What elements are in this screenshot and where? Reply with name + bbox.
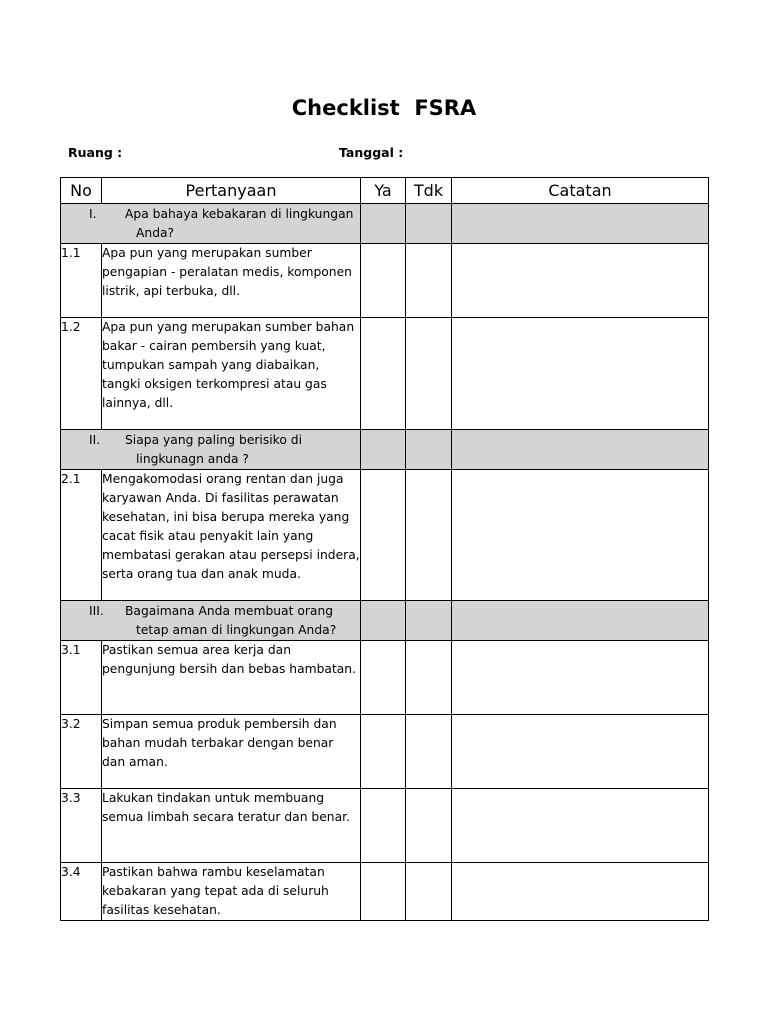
tdk-cell[interactable] [406, 715, 452, 789]
table-row [61, 244, 709, 318]
header-tdk: Tdk [406, 178, 452, 204]
catatan-cell[interactable] [452, 244, 709, 318]
item-number: 3.3 [61, 789, 102, 863]
item-question: Lakukan tindakan untuk membuang semua limbah secara teratur dan benar. [102, 789, 361, 863]
tdk-cell[interactable] [406, 204, 452, 244]
ya-cell[interactable] [361, 318, 406, 430]
table-row [61, 715, 709, 789]
ya-cell[interactable] [361, 641, 406, 715]
item-number: 2.1 [61, 470, 102, 601]
section-line-2: Anda? [136, 226, 175, 240]
item-question: Mengakomodasi orang rentan dan juga karyawan Anda. Di fasilitas perawatan kesehatan, ini bisa berupa mereka yang cacat fisik atau penyakit lain yang membatasi gerakan atau persepsi indera, serta orang tua dan anak muda. [102, 470, 361, 601]
table-row [61, 641, 709, 715]
catatan-cell[interactable] [452, 601, 709, 641]
section-line-2: tetap aman di lingkungan Anda? [136, 623, 337, 637]
tdk-cell[interactable] [406, 318, 452, 430]
ya-cell[interactable] [361, 244, 406, 318]
ruang-label: Ruang : [68, 145, 123, 160]
item-number: 3.2 [61, 715, 102, 789]
section-question [61, 204, 361, 244]
tdk-cell[interactable] [406, 430, 452, 470]
ya-cell[interactable] [361, 470, 406, 601]
catatan-cell[interactable] [452, 204, 709, 244]
tdk-cell[interactable] [406, 863, 452, 921]
section-number: I. [89, 207, 97, 221]
header-ya: Ya [361, 178, 406, 204]
item-question: Pastikan semua area kerja dan pengunjung bersih dan bebas hambatan. [102, 641, 361, 715]
ya-cell[interactable] [361, 430, 406, 470]
tdk-cell[interactable] [406, 601, 452, 641]
section-line-1: Apa bahaya kebakaran di lingkungan [125, 207, 354, 221]
section-row [61, 430, 709, 470]
item-question: Apa pun yang merupakan sumber bahan bakar - cairan pembersih yang kuat, tumpukan sampah yang diabaikan, tangki oksigen terkompresi atau gas lainnya, dll. [102, 318, 361, 430]
header-row [61, 178, 709, 204]
item-number: 1.1 [61, 244, 102, 318]
catatan-cell[interactable] [452, 318, 709, 430]
section-question [61, 430, 361, 470]
ya-cell[interactable] [361, 601, 406, 641]
header-no: No [61, 178, 102, 204]
catatan-cell[interactable] [452, 789, 709, 863]
item-question: Simpan semua produk pembersih dan bahan mudah terbakar dengan benar dan aman. [102, 715, 361, 789]
item-number: 3.4 [61, 863, 102, 921]
ya-cell[interactable] [361, 789, 406, 863]
ya-cell[interactable] [361, 863, 406, 921]
checklist-table [60, 177, 709, 921]
header-pertanyaan: Pertanyaan [102, 178, 361, 204]
catatan-cell[interactable] [452, 470, 709, 601]
catatan-cell[interactable] [452, 430, 709, 470]
table-row [61, 863, 709, 921]
page-title: Checklist FSRA [291, 96, 477, 120]
table-row [61, 789, 709, 863]
tdk-cell[interactable] [406, 789, 452, 863]
item-question: Pastikan bahwa rambu keselamatan kebakaran yang tepat ada di seluruh fasilitas kesehatan. [102, 863, 361, 921]
section-number: II. [89, 433, 101, 447]
item-question: Apa pun yang merupakan sumber pengapian - peralatan medis, komponen listrik, api terbuka, dll. [102, 244, 361, 318]
section-row [61, 601, 709, 641]
section-question [61, 601, 361, 641]
section-line-1: Bagaimana Anda membuat orang [125, 604, 334, 618]
section-row [61, 204, 709, 244]
table-row [61, 470, 709, 601]
section-line-2: lingkunagn anda ? [136, 452, 249, 466]
tdk-cell[interactable] [406, 244, 452, 318]
tdk-cell[interactable] [406, 470, 452, 601]
ya-cell[interactable] [361, 204, 406, 244]
ya-cell[interactable] [361, 715, 406, 789]
section-line-1: Siapa yang paling berisiko di [125, 433, 303, 447]
catatan-cell[interactable] [452, 641, 709, 715]
header-catatan: Catatan [452, 178, 709, 204]
item-number: 1.2 [61, 318, 102, 430]
section-number: III. [89, 604, 104, 618]
item-number: 3.1 [61, 641, 102, 715]
tdk-cell[interactable] [406, 641, 452, 715]
catatan-cell[interactable] [452, 863, 709, 921]
table-row [61, 318, 709, 430]
tanggal-label: Tanggal : [339, 145, 404, 160]
catatan-cell[interactable] [452, 715, 709, 789]
